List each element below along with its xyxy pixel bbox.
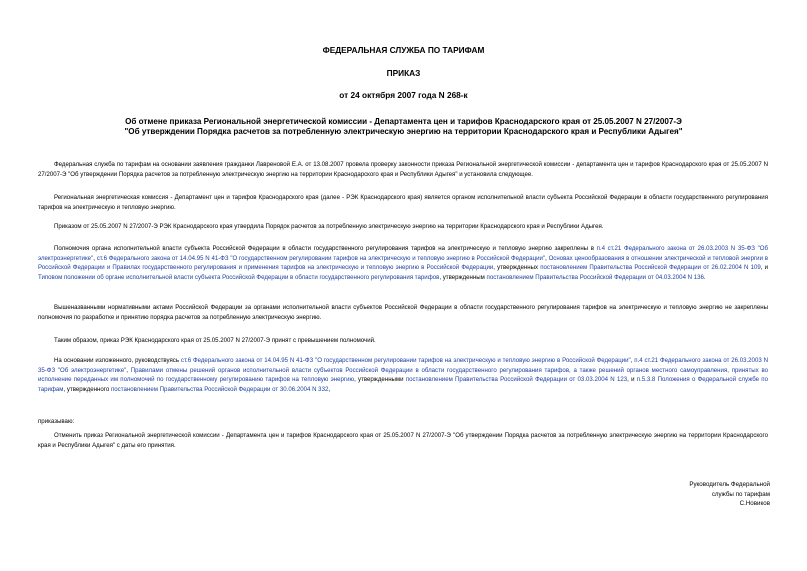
paragraph-7-text: На основании изложенного, руководствуясь — [54, 357, 181, 364]
paragraph-4-text: , утвержденных — [493, 264, 541, 272]
document-title-line-1: Об отмене приказа Региональной энергетической комиссии - Департамента цен и тарифов Краснодарского края от 25.05.2007 N 27/2007-Э — [125, 117, 682, 126]
order-phrase: приказываю: — [38, 418, 75, 425]
paragraph-7-text: , утвержденного — [63, 386, 111, 394]
resolution-332-link[interactable]: постановлением Правительства Российской Федерации от 30.06.2004 N 332 — [110, 386, 329, 394]
document-date-number: от 24 октября 2007 года N 268-к — [339, 90, 468, 100]
paragraph-7-text: , — [630, 357, 635, 364]
paragraph-2: Региональная энергетическая комиссия - Департамент цен и тарифов Краснодарского края (далее - РЭК Краснодарского края) является органом исполнительной власти субъекта Российской Федерации в области государственного регулирования тарифов на электрическую и тепловую энергию. — [38, 194, 768, 211]
law-41fz-article6-link[interactable]: ст.6 Федерального закона от 14.04.95 N 41-ФЗ "О государственном регулировании тарифов на электрическую и тепловую энергию в Российской Федерации" — [180, 357, 631, 364]
paragraph-7-text: , — [126, 366, 131, 374]
signature-block — [570, 480, 770, 509]
document-title-line-2: "Об утверждении Порядка расчетов за потребленную электрическую энергию на территории Краснодарского края и Республики Адыгея" — [124, 127, 683, 136]
law-41fz-link[interactable]: ст.6 Федерального закона от 14.04.95 N 41-ФЗ "О государственном регулировании тарифов на электрическую и тепловую энергию в Российской Федерации" — [96, 254, 546, 262]
paragraph-7-text: , и — [627, 376, 637, 384]
law-35fz-article21-link[interactable]: п.4 ст.21 Федерального закона от 26.03.2003 N 35-ФЗ "Об электроэнергетике" — [38, 357, 768, 374]
signature-name: С.Новиков — [739, 500, 770, 508]
paragraph-4-text: , — [545, 254, 549, 262]
document-type: ПРИКАЗ — [386, 68, 421, 78]
paragraph-6: Таким образом, приказ РЭК Краснодарского края от 25.05.2007 N 27/2007-Э принят с превышением полномочий. — [54, 337, 376, 344]
paragraph-7-text: , — [328, 386, 331, 394]
resolution-136-link[interactable]: постановлением Правительства Российской Федерации от 04.03.2004 N 136 — [486, 274, 704, 282]
signature-position-line-1: Руководитель Федеральной — [689, 481, 770, 488]
paragraph-1: Федеральная служба по тарифам на основании заявления гражданки Лавреновой Е.А. от 13.08.2007 провела проверку законности приказа Региональной энергетической комиссии - департамента цен и тарифов Краснодарского края от 25.05.2007 N 27/2007-Э "Об утверждении Порядка расчетов за потребленную электрическую энергию на территории Краснодарского края и Республики Адыгея" и установила следующее. — [38, 161, 768, 178]
paragraph-7-text: , утвержденными — [354, 376, 406, 384]
paragraph-4-text: . — [703, 274, 706, 282]
issuing-organization: ФЕДЕРАЛЬНАЯ СЛУЖБА ПО ТАРИФАМ — [322, 45, 485, 55]
model-regulation-link[interactable]: Типовом положении об органе исполнительной власти субъекта Российской Федерации в области государственного регулирования тарифов — [38, 274, 440, 282]
paragraph-4-text: , и — [760, 264, 768, 272]
paragraph-order: Отменить приказ Региональной энергетической комиссии - Департамента цен и тарифов Краснодарского края от 25.05.2007 N 27/2007-Э "Об утверждении Порядка расчетов за потребленную электрическую энергию на территории Краснодарского края и Республики Адыгея" с даты его принятия. — [38, 432, 768, 449]
paragraph-4-text: , — [93, 254, 97, 262]
paragraph-4-text: , утвержденным — [439, 274, 487, 282]
paragraph-4-text: Полномочия органа исполнительной власти субъекта Российской Федерации в области государственного регулирования тарифов на электрическую и тепловую энергию закреплены в — [54, 245, 597, 252]
fst-regulation-link[interactable]: п.5.3.8 Положения о Федеральной службе по тарифам — [38, 376, 768, 394]
paragraph-7 — [38, 356, 768, 395]
paragraph-4 — [38, 244, 768, 283]
document-title — [40, 117, 767, 137]
law-35fz-link[interactable]: п.4 ст.21 Федерального закона от 26.03.2003 N 35-ФЗ "Об электроэнергетике" — [38, 245, 768, 262]
resolution-109-link[interactable]: постановлением Правительства Российской Федерации от 26.02.2004 N 109 — [540, 264, 761, 272]
pricing-basics-link[interactable]: Основах ценообразования в отношении электрической и тепловой энергии в Российской Федерации и Правилах государственного регулирования и применения тарифов на электрическую и тепловую энергию в Российской Федерации — [38, 254, 769, 272]
resolution-123-link[interactable]: постановлением Правительства Российской Федерации от 03.03.2004 N 123 — [405, 376, 628, 384]
cancellation-rules-link[interactable]: Правилами отмены решений органов исполнительной власти субъектов Российской Федерации в области государственного регулирования тарифов, а также решений органов местного самоуправления, принятых во исполнение переданных им полномочий по государственному регулированию тарифов на тепловую энергию — [38, 366, 768, 384]
paragraph-3: Приказом от 25.05.2007 N 27/2007-Э РЭК Краснодарского края утвердила Порядок расчетов за потребленную электрическую энергию на территории Краснодарского края и Республики Адыгея. — [54, 223, 604, 230]
paragraph-5: Вышеназванными нормативными актами Российской Федерации за органами исполнительной власти субъектов Российской Федерации в области государственного регулирования тарифов на электрическую и тепловую энергию не закреплены полномочия по разработке и принятию порядка расчетов за потребленную электрическую энергию. — [38, 304, 768, 321]
signature-position-line-2: службы по тарифам — [711, 490, 770, 498]
